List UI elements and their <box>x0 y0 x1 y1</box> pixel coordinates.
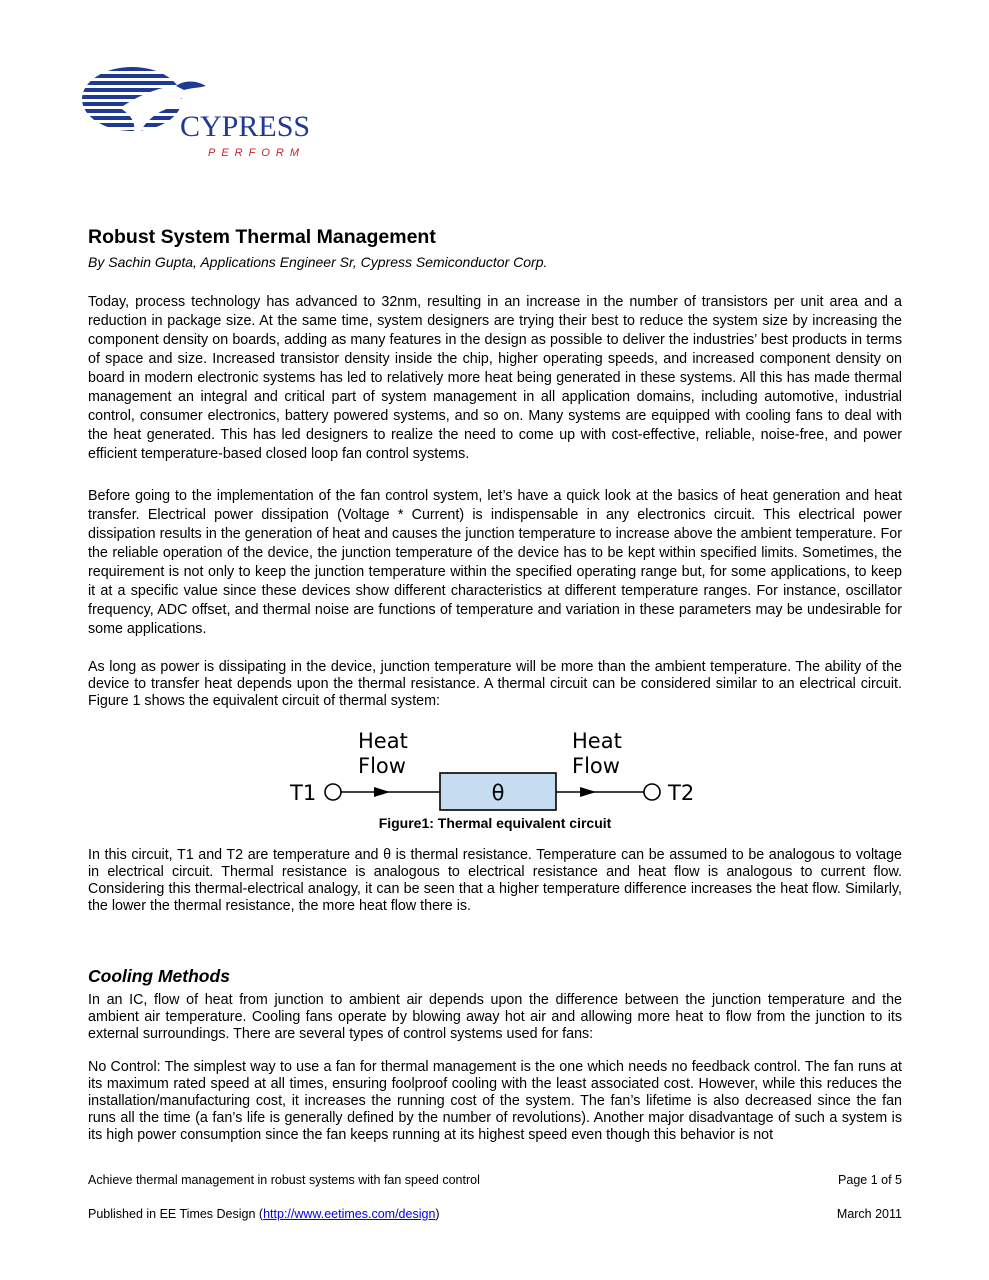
paragraph: Before going to the implementation of the fan control system, let’s have a quick look at the basics of heat generation and heat transfer. Electrical power dissipation (Voltage * Current) is indispensable in any electronics circuit. This electrical power dissipation results in the generation of heat and causes the junction temperature to increase above the ambient temperature. For the reliable operation of the device, the junction temperature of the device has to be kept within specified limits. Sometimes, the requirement is not only to keep the junction temperature within the specified operating range but, for some applications, to keep it at a specific value since these devices show different characteristics at different temperature ranges. For instance, oscillator frequency, ADC offset, and thermal noise are functions of temperature and variation in these parameters may be undesirable for some applications. <box>88 488 902 637</box>
footer-publication-prefix: Published in EE Times Design ( <box>88 1207 264 1221</box>
paragraph: Today, process technology has advanced to 32nm, resulting in an increase in the number of transistors per unit area and a reduction in package size. At the same time, system designers are trying their best to reduce the system size by increasing the component density on boards, adding as many features in the design as possible to deliver the industries’ best products in terms of space and size. Increased transistor density inside the chip, higher operating speeds, and increased component density on board in modern electronic systems has led to relatively more heat being generated in these systems. All this has made thermal management an integral and critical part of system management in all application domains, including automotive, industrial control, consumer electronics, battery powered systems, and so on. Many systems are equipped with cooling fans to deal with the heat generated. This has led designers to realize the need to come up with cost-effective, reliable, noise-free, and power efficient temperature-based closed loop fan control systems. <box>88 294 902 462</box>
heat-flow-label-right: Flow <box>572 754 620 778</box>
arrow-right-icon <box>374 787 390 797</box>
thermal-circuit-figure <box>280 722 710 814</box>
footer-page-number: Page 1 of 5 <box>838 1173 902 1187</box>
figure-caption: Figure1: Thermal equivalent circuit <box>378 815 612 831</box>
heat-flow-label-left: Heat <box>358 729 408 753</box>
eetimes-link[interactable]: http://www.eetimes.com/design <box>263 1207 436 1221</box>
document-title: Robust System Thermal Management <box>88 226 436 248</box>
footer-publication-suffix: ) <box>435 1207 440 1221</box>
byline: By Sachin Gupta, Applications Engineer Sr, Cypress Semiconductor Corp. <box>88 254 548 270</box>
paragraph: No Control: The simplest way to use a fan for thermal management is the one which needs no feedback control. The fan runs at its maximum rated speed at all times, ensuring foolproof cooling with the least associated cost. However, while this reduces the installation/manufacturing cost, it increases the running cost of the system. The fan’s lifetime is also decreased since the fan runs all the time (a fan’s life is generally defined by the number of revolutions). Another major disadvantage of such a system is its high power consumption since the fan keeps running at its highest speed even though this behavior is not <box>88 1059 902 1143</box>
footer-publication <box>88 1207 440 1221</box>
footer-date: March 2011 <box>836 1207 902 1221</box>
theta-symbol: θ <box>491 781 505 805</box>
paragraph: In an IC, flow of heat from junction to ambient air depends upon the difference between the junction temperature and the ambient air temperature. Cooling fans operate by blowing away hot air and allowing more heat to flow from the junction to its external surroundings. There are several types of control systems used for fans: <box>88 992 902 1042</box>
logo-wordmark: CYPRESS <box>180 110 311 143</box>
section-heading: Cooling Methods <box>88 966 230 986</box>
heat-flow-label-left: Flow <box>358 754 406 778</box>
heat-flow-label-right: Heat <box>572 729 622 753</box>
logo-tagline: PERFORM <box>208 147 305 159</box>
arrow-right-icon <box>580 787 596 797</box>
footer-article-title: Achieve thermal management in robust systems with fan speed control <box>88 1173 480 1187</box>
t1-label: T1 <box>290 781 317 805</box>
t1-node-icon <box>325 784 341 800</box>
cypress-logo <box>80 64 316 160</box>
paragraph: In this circuit, T1 and T2 are temperature and θ is thermal resistance. Temperature can be assumed to be analogous to voltage in electrical circuit. Thermal resistance is analogous to electrical resistance and heat flow is analogous to current flow. Considering this thermal-electrical analogy, it can be seen that a higher temperature difference increases the heat flow. Similarly, the lower the thermal resistance, the more heat flow there is. <box>88 847 902 914</box>
paragraph: As long as power is dissipating in the device, junction temperature will be more than the ambient temperature. The ability of the device to transfer heat depends upon the thermal resistance. A thermal circuit can be considered similar to an electrical circuit. Figure 1 shows the equivalent circuit of thermal system: <box>88 659 902 709</box>
t2-node-icon <box>644 784 660 800</box>
t2-label: T2 <box>668 781 695 805</box>
